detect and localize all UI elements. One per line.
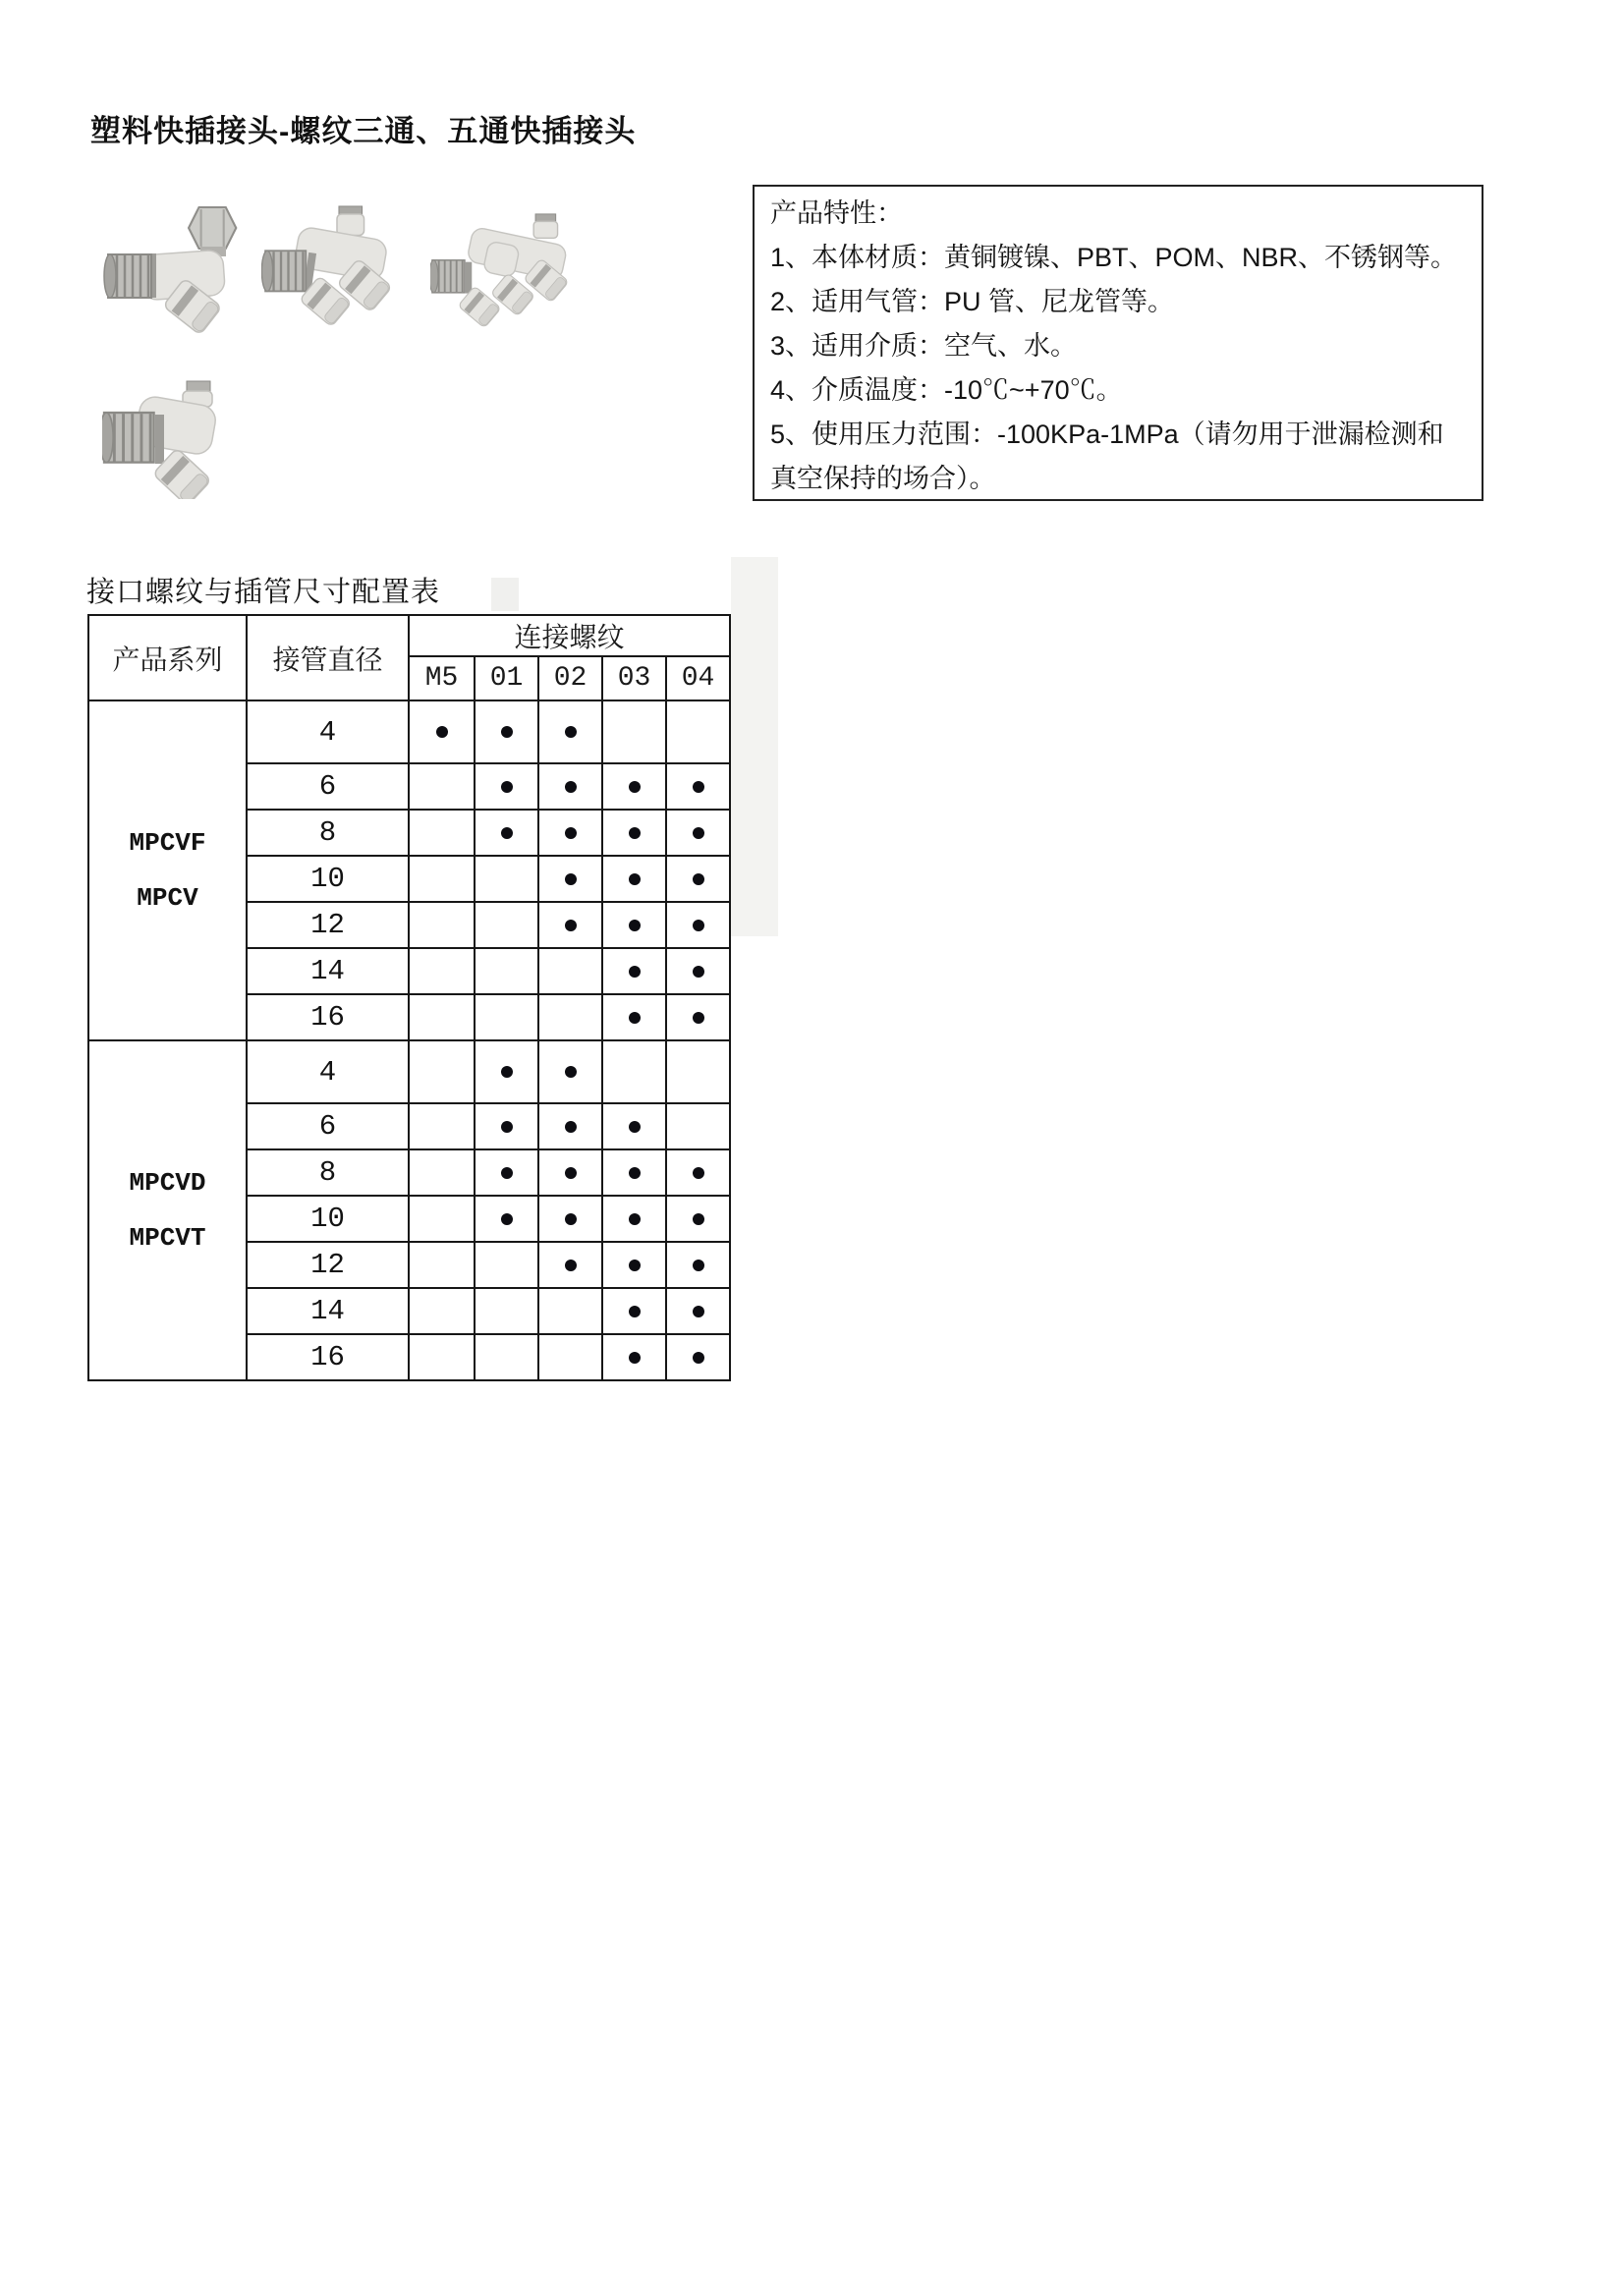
matrix-cell [666,763,730,810]
matrix-cell [538,902,602,948]
matrix-cell [409,994,475,1040]
header-thread-size: 02 [538,656,602,700]
matrix-cell [409,1334,475,1380]
matrix-cell [475,1149,538,1196]
availability-dot [629,1306,641,1317]
matrix-cell [602,856,666,902]
matrix-cell [602,994,666,1040]
matrix-cell [538,994,602,1040]
matrix-cell [475,1288,538,1334]
diameter-cell: 4 [247,1040,409,1103]
availability-dot [693,1167,704,1179]
diameter-cell: 4 [247,700,409,763]
availability-dot [629,1352,641,1364]
scan-artifact-band [731,557,778,936]
availability-dot [629,1260,641,1271]
availability-dot [629,1213,641,1225]
diameter-cell: 10 [247,1196,409,1242]
matrix-cell [475,700,538,763]
availability-dot [629,1012,641,1024]
matrix-cell [409,1242,475,1288]
availability-dot [436,726,448,738]
header-series: 产品系列 [88,615,247,700]
matrix-cell [538,1334,602,1380]
matrix-cell [475,1040,538,1103]
diameter-cell: 14 [247,948,409,994]
scan-artifact-patch [491,578,519,611]
table-row [88,1040,730,1103]
matrix-cell [475,1334,538,1380]
matrix-cell [602,1196,666,1242]
diameter-cell: 6 [247,1103,409,1149]
availability-dot [501,1213,513,1225]
matrix-cell [538,700,602,763]
product-photo-elbow-fitting [102,371,250,499]
availability-dot [629,873,641,885]
matrix-cell [409,856,475,902]
series-label-cell [88,1040,247,1380]
availability-dot [501,1066,513,1078]
matrix-cell [409,763,475,810]
product-photo-tee-fitting [261,204,411,330]
matrix-cell [666,994,730,1040]
matrix-cell [602,1334,666,1380]
matrix-cell [666,1149,730,1196]
matrix-cell [538,1040,602,1103]
availability-dot [693,873,704,885]
matrix-cell [666,1288,730,1334]
matrix-cell [538,763,602,810]
availability-dot [565,1167,577,1179]
matrix-cell [409,700,475,763]
availability-dot [629,827,641,839]
series-label: MPCVD [129,1168,206,1198]
matrix-cell [538,1196,602,1242]
diameter-cell: 16 [247,994,409,1040]
page-title: 塑料快插接头-螺纹三通、五通快插接头 [90,114,637,148]
availability-dot [693,781,704,793]
header-thread-size: M5 [409,656,475,700]
diameter-cell: 10 [247,856,409,902]
matrix-cell [409,1196,475,1242]
matrix-cell [475,763,538,810]
availability-dot [565,1121,577,1133]
feature-item: 5、使用压力范围：-100KPa-1MPa（请勿用于泄漏检测和真空保持的场合）。 [770,420,1444,493]
diameter-cell: 12 [247,1242,409,1288]
availability-dot [565,1066,577,1078]
matrix-cell [538,948,602,994]
series-label-cell [88,700,247,1040]
matrix-cell [409,1288,475,1334]
feature-item: 2、适用气管：PU 管、尼龙管等。 [770,287,1175,316]
matrix-cell [475,1103,538,1149]
product-photo-elbow-hex-fitting [102,196,250,336]
matrix-cell [666,1040,730,1103]
availability-dot [693,1352,704,1364]
features-heading: 产品特性： [770,198,903,228]
matrix-cell [666,700,730,763]
matrix-cell [409,948,475,994]
header-thread-size: 01 [475,656,538,700]
matrix-cell [602,763,666,810]
availability-dot [501,781,513,793]
matrix-cell [602,1288,666,1334]
table-row [88,700,730,763]
matrix-cell [538,856,602,902]
availability-dot [565,781,577,793]
availability-dot [629,966,641,978]
series-label: MPCVT [129,1223,206,1253]
spec-table [87,614,731,1381]
availability-dot [693,1260,704,1271]
matrix-cell [602,1149,666,1196]
availability-dot [693,1306,704,1317]
matrix-cell [666,1196,730,1242]
availability-dot [501,726,513,738]
matrix-cell [409,1149,475,1196]
matrix-cell [666,1242,730,1288]
series-label: MPCV [137,883,198,913]
matrix-cell [538,1242,602,1288]
diameter-cell: 14 [247,1288,409,1334]
matrix-cell [475,1196,538,1242]
series-label: MPCVF [129,828,206,858]
matrix-cell [666,856,730,902]
matrix-cell [538,1103,602,1149]
header-thread-size: 04 [666,656,730,700]
matrix-cell [475,810,538,856]
feature-item: 3、适用介质：空气、水。 [770,331,1078,361]
matrix-cell [409,1040,475,1103]
availability-dot [693,1213,704,1225]
matrix-cell [666,1334,730,1380]
matrix-cell [409,902,475,948]
availability-dot [501,1121,513,1133]
availability-dot [693,1012,704,1024]
diameter-cell: 6 [247,763,409,810]
product-photo-five-way-fitting [430,212,582,332]
matrix-cell [602,1040,666,1103]
feature-item: 1、本体材质：黄铜镀镍、PBT、POM、NBR、不锈钢等。 [770,243,1458,272]
matrix-cell [602,700,666,763]
availability-dot [629,781,641,793]
availability-dot [565,873,577,885]
matrix-cell [475,948,538,994]
matrix-cell [602,1103,666,1149]
matrix-cell [409,810,475,856]
matrix-cell [602,902,666,948]
availability-dot [565,726,577,738]
matrix-cell [602,810,666,856]
diameter-cell: 16 [247,1334,409,1380]
matrix-cell [475,902,538,948]
matrix-cell [666,948,730,994]
matrix-cell [666,902,730,948]
availability-dot [629,920,641,931]
diameter-cell: 8 [247,810,409,856]
matrix-cell [666,810,730,856]
availability-dot [501,1167,513,1179]
availability-dot [565,1260,577,1271]
availability-dot [629,1121,641,1133]
availability-dot [693,920,704,931]
matrix-cell [475,856,538,902]
matrix-cell [538,810,602,856]
availability-dot [693,827,704,839]
header-diameter: 接管直径 [247,615,409,700]
availability-dot [565,827,577,839]
diameter-cell: 8 [247,1149,409,1196]
table-caption: 接口螺纹与插管尺寸配置表 [86,577,441,608]
matrix-cell [602,948,666,994]
matrix-cell [475,1242,538,1288]
matrix-cell [666,1103,730,1149]
matrix-cell [409,1103,475,1149]
availability-dot [565,920,577,931]
header-thread-size: 03 [602,656,666,700]
availability-dot [501,827,513,839]
matrix-cell [475,994,538,1040]
availability-dot [693,966,704,978]
availability-dot [629,1167,641,1179]
availability-dot [565,1213,577,1225]
matrix-cell [538,1149,602,1196]
matrix-cell [538,1288,602,1334]
header-thread: 连接螺纹 [409,615,730,656]
feature-item: 4、介质温度：-10℃~+70℃。 [770,375,1123,405]
diameter-cell: 12 [247,902,409,948]
product-features-box [753,185,1483,501]
matrix-cell [602,1242,666,1288]
